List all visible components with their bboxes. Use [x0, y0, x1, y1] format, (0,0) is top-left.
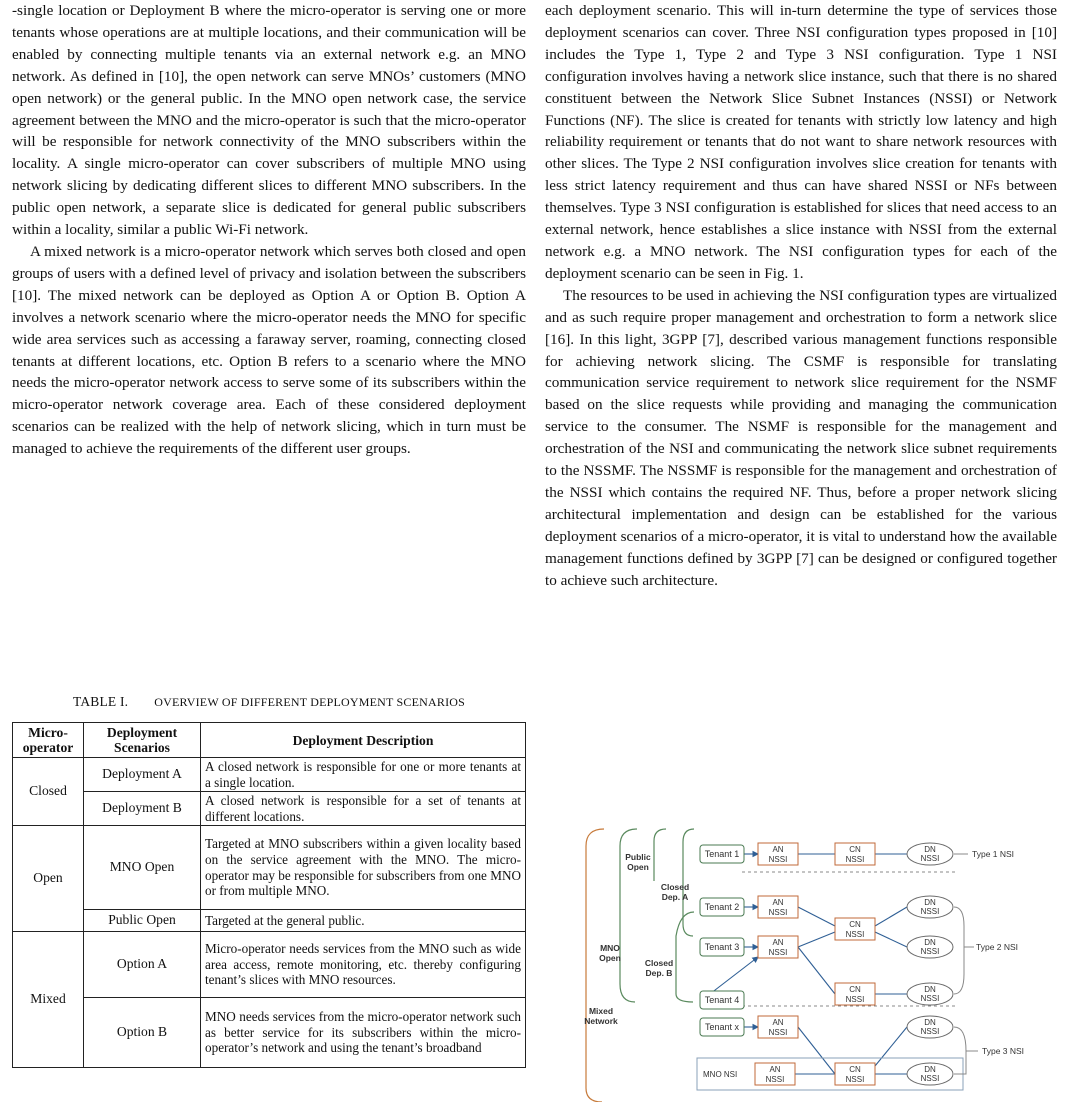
left-paragraph-2: A mixed network is a micro-operator network which serves both closed and open groups of users with a defined level of privacy and isolation between the subscribers [10]. The mixed network can be deployed as Option A or Option B. Option A involves a network scenario where the micro-operator needs the MNO for specific wide area services such as accessing a faraway server, roaming, connecting closed tenants at different locations, etc. Option B refers to a scenario where the MNO needs the micro-operator network access to serve some of its subscribers within the micro-operator network coverage area. Each of these considered deployment scenarios can be realized with the help of network slicing, which in turn must be managed to achieve the requirements of the different user groups. [12, 242, 526, 458]
group-mixed: Mixed [13, 932, 84, 1068]
header-deployment-description: Deployment Description [201, 723, 526, 758]
label-mixed: Mixed [588, 1006, 614, 1016]
nssi-label: NSSI [920, 994, 940, 1003]
cn-label: CN [849, 1065, 861, 1074]
label-public: Public [625, 852, 651, 862]
label-network: Network [584, 1016, 618, 1026]
link [798, 1027, 835, 1074]
description-cell: Targeted at MNO subscribers within a given locality based on the service agreement with the MNO. The micro-operator may be responsible for subscribers from one MNO or from multiple MNO. [201, 826, 526, 910]
type-2-brace [954, 907, 964, 994]
link [798, 932, 835, 947]
right-paragraph-2: The resources to be used in achieving the NSI configuration types are virtualized and as such require proper management and orchestration to form a network slice [16]. In this light, 3GPP [7], described various management functions responsible for achieving network slicing. The CSMF is responsible for translating communication service requirement to network slice requirement for the NSMF based on the slice requests while providing and managing the communication service to the consumer. The NSMF is responsible for the management and orchestration of the NSI and communicating the network slice subnet requirements to the NSSMF. The NSSMF is responsible for the management and orchestration of the NSSI which contains the required NF. Thus, before a proper network slicing architectural implementation and design can be established for the various deployment scenarios of a micro-operator, it is vital to understand how the available management functions defined by 3GPP [7] can be designed or configured together to achieve such architecture. [545, 286, 1057, 589]
scenario-cell: Deployment B [84, 792, 201, 826]
cn-label: CN [849, 985, 861, 994]
tenant-label: Tenant 4 [704, 995, 740, 1005]
nssi-label: NSSI [765, 1075, 785, 1084]
nssi-label: NSSI [845, 1075, 865, 1084]
tenant-label: Tenant 3 [704, 942, 740, 952]
description-cell: MNO needs services from the micro-operator network such as better service for its subscribers within the micro-operator’s network and using the tenant’s broadband [201, 998, 526, 1068]
type-3-brace [954, 1027, 966, 1074]
tenant-label: Tenant 1 [704, 849, 740, 859]
an-label: AN [772, 1018, 784, 1027]
tenant-label: Tenant x [704, 1022, 740, 1032]
an-label: AN [772, 845, 784, 854]
label-closed-b: Closed [644, 958, 674, 968]
nssi-label: NSSI [920, 947, 940, 956]
table-title: OVERVIEW OF DIFFERENT DEPLOYMENT SCENARIOS [154, 695, 466, 709]
nssi-label: NSSI [920, 1027, 940, 1036]
scenario-cell: Option A [84, 932, 201, 998]
nssi-label: NSSI [845, 930, 865, 939]
dn-label: DN [924, 985, 936, 994]
type-3-label: Type 3 NSI [982, 1046, 1025, 1056]
description-cell: Micro-operator needs services from the MNO such as wide area access, remote monitoring, etc. thereby configuring tenant’s slices with MNO resources. [201, 932, 526, 998]
deployment-table [12, 722, 526, 1068]
type-2-label: Type 2 NSI [976, 942, 1019, 952]
label-dep-a: Dep. A [661, 892, 689, 902]
type-1-label: Type 1 NSI [972, 849, 1015, 859]
tenant-label: Tenant 2 [704, 902, 740, 912]
description-cell: A closed network is responsible for a set of tenants at different locations. [201, 792, 526, 826]
description-cell: Targeted at the general public. [201, 910, 526, 932]
nssi-label: NSSI [920, 907, 940, 916]
label-closed-a: Closed [660, 882, 690, 892]
scenario-cell: Option B [84, 998, 201, 1068]
label-mno: MNO [600, 943, 620, 953]
nssi-label: NSSI [768, 948, 788, 957]
bracket-mixed-network [586, 829, 604, 1102]
scenario-cell: MNO Open [84, 826, 201, 910]
right-paragraph-1: each deployment scenario. This will in-turn determine the type of services those deployment scenarios can cover. Three NSI configuration types proposed in [10] includes the Type 1, Type 2 and Type 3 NSI configuration. Type 1 NSI configuration involves having a network slice instance, such that there is no shared constituent between the Network Slice Subnet Instances (NSSI) or Network Functions (NF). The slice is created for tenants with strictly low latency and high reliability requirement or tenants that do not want to share network resources with other slices. The Type 2 NSI configuration involves slice creation for tenants with less strict latency requirement and thus can have shared NSSI or NFs between themselves. Type 3 NSI configuration is established for slices that need access to an external network, hence establishes a slice instance with NSSI from the external network e.g. a MNO network. The NSI configuration types for each of the deployment scenario can be seen in Fig. 1. [545, 2, 1057, 282]
group-open: Open [13, 826, 84, 932]
dn-label: DN [924, 845, 936, 854]
right-column [545, 0, 1057, 591]
nsi-configuration-figure [582, 826, 1042, 1102]
nssi-label: NSSI [920, 1074, 940, 1083]
label-dep-b: Dep. B [645, 968, 673, 978]
scenario-cell: Public Open [84, 910, 201, 932]
cn-label: CN [849, 920, 861, 929]
nssi-label: NSSI [768, 908, 788, 917]
an-label: AN [772, 938, 784, 947]
nssi-label: NSSI [920, 854, 940, 863]
left-paragraph-1: -single location or Deployment B where the micro-operator is serving one or more tenants whose operations are at multiple locations, and their communication will be enabled by connecting multiple tenants via an external network e.g. an MNO network. As defined in [10], the open network can serve MNOs’ customers (MNO open network) or the general public. In the MNO open network case, the service agreement between the MNO and the micro-operator is such that the micro-operator will be responsible for network connectivity of the MNO subscribers within the locality. A single micro-operator can cover subscribers of multiple MNO using network slicing by dedicating different slices to different MNO subscribers. In the public open network, a separate slice is dedicated for general public subscribers within a locality, similar a public Wi-Fi network. [12, 2, 526, 239]
label-mno-open: Open [599, 953, 621, 963]
table-label: TABLE I. [72, 694, 129, 709]
description-cell: A closed network is responsible for one or more tenants at a single location. [201, 758, 526, 792]
bracket-public-open [654, 829, 666, 881]
link [798, 907, 835, 926]
dn-label: DN [924, 1065, 936, 1074]
header-micro-operator: Micro-operator [13, 723, 84, 758]
dn-label: DN [924, 898, 936, 907]
left-column [12, 0, 526, 460]
nssi-label: NSSI [768, 855, 788, 864]
nssi-label: NSSI [845, 855, 865, 864]
table-caption [12, 694, 526, 710]
label-open: Open [627, 862, 649, 872]
scenario-cell: Deployment A [84, 758, 201, 792]
link [798, 947, 835, 994]
an-label: AN [769, 1065, 781, 1074]
mno-nsi-label: MNO NSI [703, 1070, 738, 1079]
dn-label: DN [924, 938, 936, 947]
link [875, 907, 907, 926]
header-deployment-scenarios: Deployment Scenarios [84, 723, 201, 758]
nssi-label: NSSI [845, 995, 865, 1004]
group-closed: Closed [13, 758, 84, 826]
an-label: AN [772, 898, 784, 907]
nssi-label: NSSI [768, 1028, 788, 1037]
link [875, 932, 907, 947]
bracket-closed-dep-b [676, 912, 694, 1002]
link [875, 1027, 907, 1066]
dn-label: DN [924, 1018, 936, 1027]
cn-label: CN [849, 845, 861, 854]
